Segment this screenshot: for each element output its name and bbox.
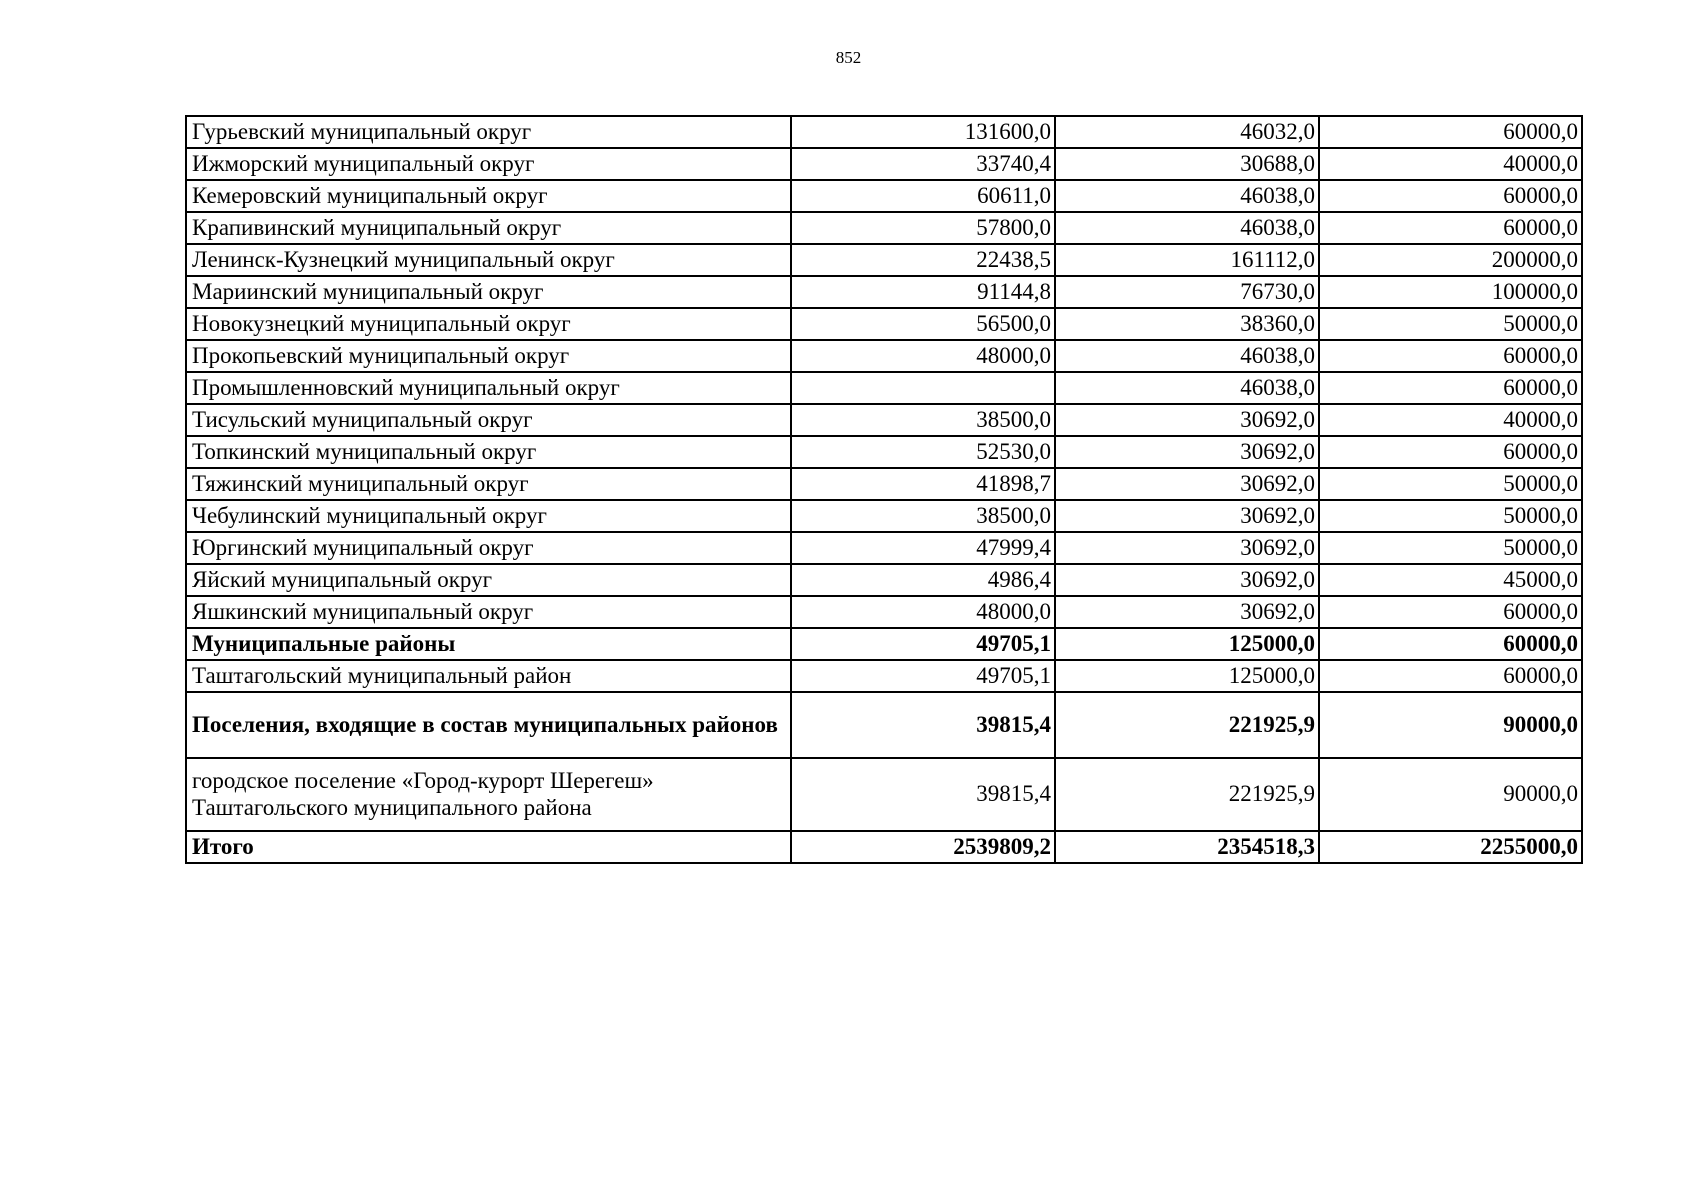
row-value-3: 60000,0 bbox=[1319, 596, 1582, 628]
table-row bbox=[186, 372, 1582, 404]
table-row bbox=[186, 468, 1582, 500]
budget-table bbox=[185, 115, 1583, 864]
row-value-2: 30692,0 bbox=[1055, 532, 1319, 564]
table-row bbox=[186, 436, 1582, 468]
row-value-1 bbox=[791, 372, 1055, 404]
table-row bbox=[186, 596, 1582, 628]
row-value-3: 200000,0 bbox=[1319, 244, 1582, 276]
row-value-2: 30692,0 bbox=[1055, 404, 1319, 436]
row-value-3: 60000,0 bbox=[1319, 212, 1582, 244]
row-value-1: 48000,0 bbox=[791, 596, 1055, 628]
table-row bbox=[186, 660, 1582, 692]
row-value-2: 46032,0 bbox=[1055, 116, 1319, 148]
row-value-1: 48000,0 bbox=[791, 340, 1055, 372]
row-value-1: 39815,4 bbox=[791, 758, 1055, 831]
table-row bbox=[186, 180, 1582, 212]
row-value-2: 221925,9 bbox=[1055, 758, 1319, 831]
table-row bbox=[186, 276, 1582, 308]
row-value-3: 2255000,0 bbox=[1319, 831, 1582, 863]
row-name: Мариинский муниципальный округ bbox=[186, 276, 791, 308]
table-row bbox=[186, 564, 1582, 596]
table-row bbox=[186, 116, 1582, 148]
row-name: Юргинский муниципальный округ bbox=[186, 532, 791, 564]
table-row bbox=[186, 500, 1582, 532]
row-name: Яйский муниципальный округ bbox=[186, 564, 791, 596]
row-value-1: 4986,4 bbox=[791, 564, 1055, 596]
table-row bbox=[186, 404, 1582, 436]
table-row bbox=[186, 308, 1582, 340]
table-row bbox=[186, 148, 1582, 180]
row-value-1: 38500,0 bbox=[791, 404, 1055, 436]
row-value-1: 39815,4 bbox=[791, 692, 1055, 758]
row-value-2: 2354518,3 bbox=[1055, 831, 1319, 863]
row-value-1: 49705,1 bbox=[791, 628, 1055, 660]
row-name: Прокопьевский муниципальный округ bbox=[186, 340, 791, 372]
row-value-3: 60000,0 bbox=[1319, 116, 1582, 148]
row-value-2: 30692,0 bbox=[1055, 596, 1319, 628]
row-value-3: 50000,0 bbox=[1319, 532, 1582, 564]
row-value-2: 46038,0 bbox=[1055, 180, 1319, 212]
row-value-2: 30692,0 bbox=[1055, 436, 1319, 468]
row-value-2: 30692,0 bbox=[1055, 468, 1319, 500]
row-value-1: 91144,8 bbox=[791, 276, 1055, 308]
row-value-1: 57800,0 bbox=[791, 212, 1055, 244]
row-value-2: 30692,0 bbox=[1055, 500, 1319, 532]
page-number: 852 bbox=[835, 48, 862, 67]
row-name: Тяжинский муниципальный округ bbox=[186, 468, 791, 500]
row-name: Чебулинский муниципальный округ bbox=[186, 500, 791, 532]
total-row bbox=[186, 831, 1582, 863]
row-value-2: 38360,0 bbox=[1055, 308, 1319, 340]
row-value-3: 60000,0 bbox=[1319, 180, 1582, 212]
row-value-1: 60611,0 bbox=[791, 180, 1055, 212]
row-value-1: 2539809,2 bbox=[791, 831, 1055, 863]
row-value-3: 50000,0 bbox=[1319, 500, 1582, 532]
row-value-2: 46038,0 bbox=[1055, 340, 1319, 372]
row-value-1: 52530,0 bbox=[791, 436, 1055, 468]
table-row bbox=[186, 244, 1582, 276]
row-value-3: 45000,0 bbox=[1319, 564, 1582, 596]
row-value-2: 125000,0 bbox=[1055, 628, 1319, 660]
subtotal-row bbox=[186, 628, 1582, 660]
row-value-2: 46038,0 bbox=[1055, 372, 1319, 404]
row-value-1: 41898,7 bbox=[791, 468, 1055, 500]
row-name: Ижморский муниципальный округ bbox=[186, 148, 791, 180]
row-name: Поселения, входящие в состав муниципальных районов bbox=[186, 692, 791, 758]
row-value-2: 76730,0 bbox=[1055, 276, 1319, 308]
row-value-3: 40000,0 bbox=[1319, 148, 1582, 180]
table-row bbox=[186, 340, 1582, 372]
row-name: Новокузнецкий муниципальный округ bbox=[186, 308, 791, 340]
row-name: Топкинский муниципальный округ bbox=[186, 436, 791, 468]
row-name: Тисульский муниципальный округ bbox=[186, 404, 791, 436]
row-value-1: 56500,0 bbox=[791, 308, 1055, 340]
subtotal-row bbox=[186, 692, 1582, 758]
row-value-2: 30692,0 bbox=[1055, 564, 1319, 596]
row-value-1: 33740,4 bbox=[791, 148, 1055, 180]
row-value-1: 131600,0 bbox=[791, 116, 1055, 148]
row-value-1: 47999,4 bbox=[791, 532, 1055, 564]
row-value-3: 60000,0 bbox=[1319, 660, 1582, 692]
row-value-1: 49705,1 bbox=[791, 660, 1055, 692]
row-value-3: 60000,0 bbox=[1319, 628, 1582, 660]
row-value-2: 161112,0 bbox=[1055, 244, 1319, 276]
table-row bbox=[186, 532, 1582, 564]
row-name: Яшкинский муниципальный округ bbox=[186, 596, 791, 628]
row-name: Муниципальные районы bbox=[186, 628, 791, 660]
row-name: Крапивинский муниципальный округ bbox=[186, 212, 791, 244]
row-value-2: 221925,9 bbox=[1055, 692, 1319, 758]
row-name: Итого bbox=[186, 831, 791, 863]
row-name: Промышленновский муниципальный округ bbox=[186, 372, 791, 404]
table-row bbox=[186, 212, 1582, 244]
row-value-2: 30688,0 bbox=[1055, 148, 1319, 180]
row-value-3: 60000,0 bbox=[1319, 436, 1582, 468]
row-name: городское поселение «Город-курорт Шерегеш» Таштагольского муниципального района bbox=[186, 758, 791, 831]
row-value-3: 50000,0 bbox=[1319, 308, 1582, 340]
row-name: Таштагольский муниципальный район bbox=[186, 660, 791, 692]
row-name: Кемеровский муниципальный округ bbox=[186, 180, 791, 212]
row-value-1: 22438,5 bbox=[791, 244, 1055, 276]
row-value-3: 90000,0 bbox=[1319, 758, 1582, 831]
row-value-3: 60000,0 bbox=[1319, 340, 1582, 372]
row-value-3: 60000,0 bbox=[1319, 372, 1582, 404]
row-value-3: 90000,0 bbox=[1319, 692, 1582, 758]
row-name: Гурьевский муниципальный округ bbox=[186, 116, 791, 148]
row-value-1: 38500,0 bbox=[791, 500, 1055, 532]
row-value-2: 46038,0 bbox=[1055, 212, 1319, 244]
row-value-3: 100000,0 bbox=[1319, 276, 1582, 308]
row-name: Ленинск-Кузнецкий муниципальный округ bbox=[186, 244, 791, 276]
table-row bbox=[186, 758, 1582, 831]
row-value-2: 125000,0 bbox=[1055, 660, 1319, 692]
row-value-3: 50000,0 bbox=[1319, 468, 1582, 500]
row-value-3: 40000,0 bbox=[1319, 404, 1582, 436]
